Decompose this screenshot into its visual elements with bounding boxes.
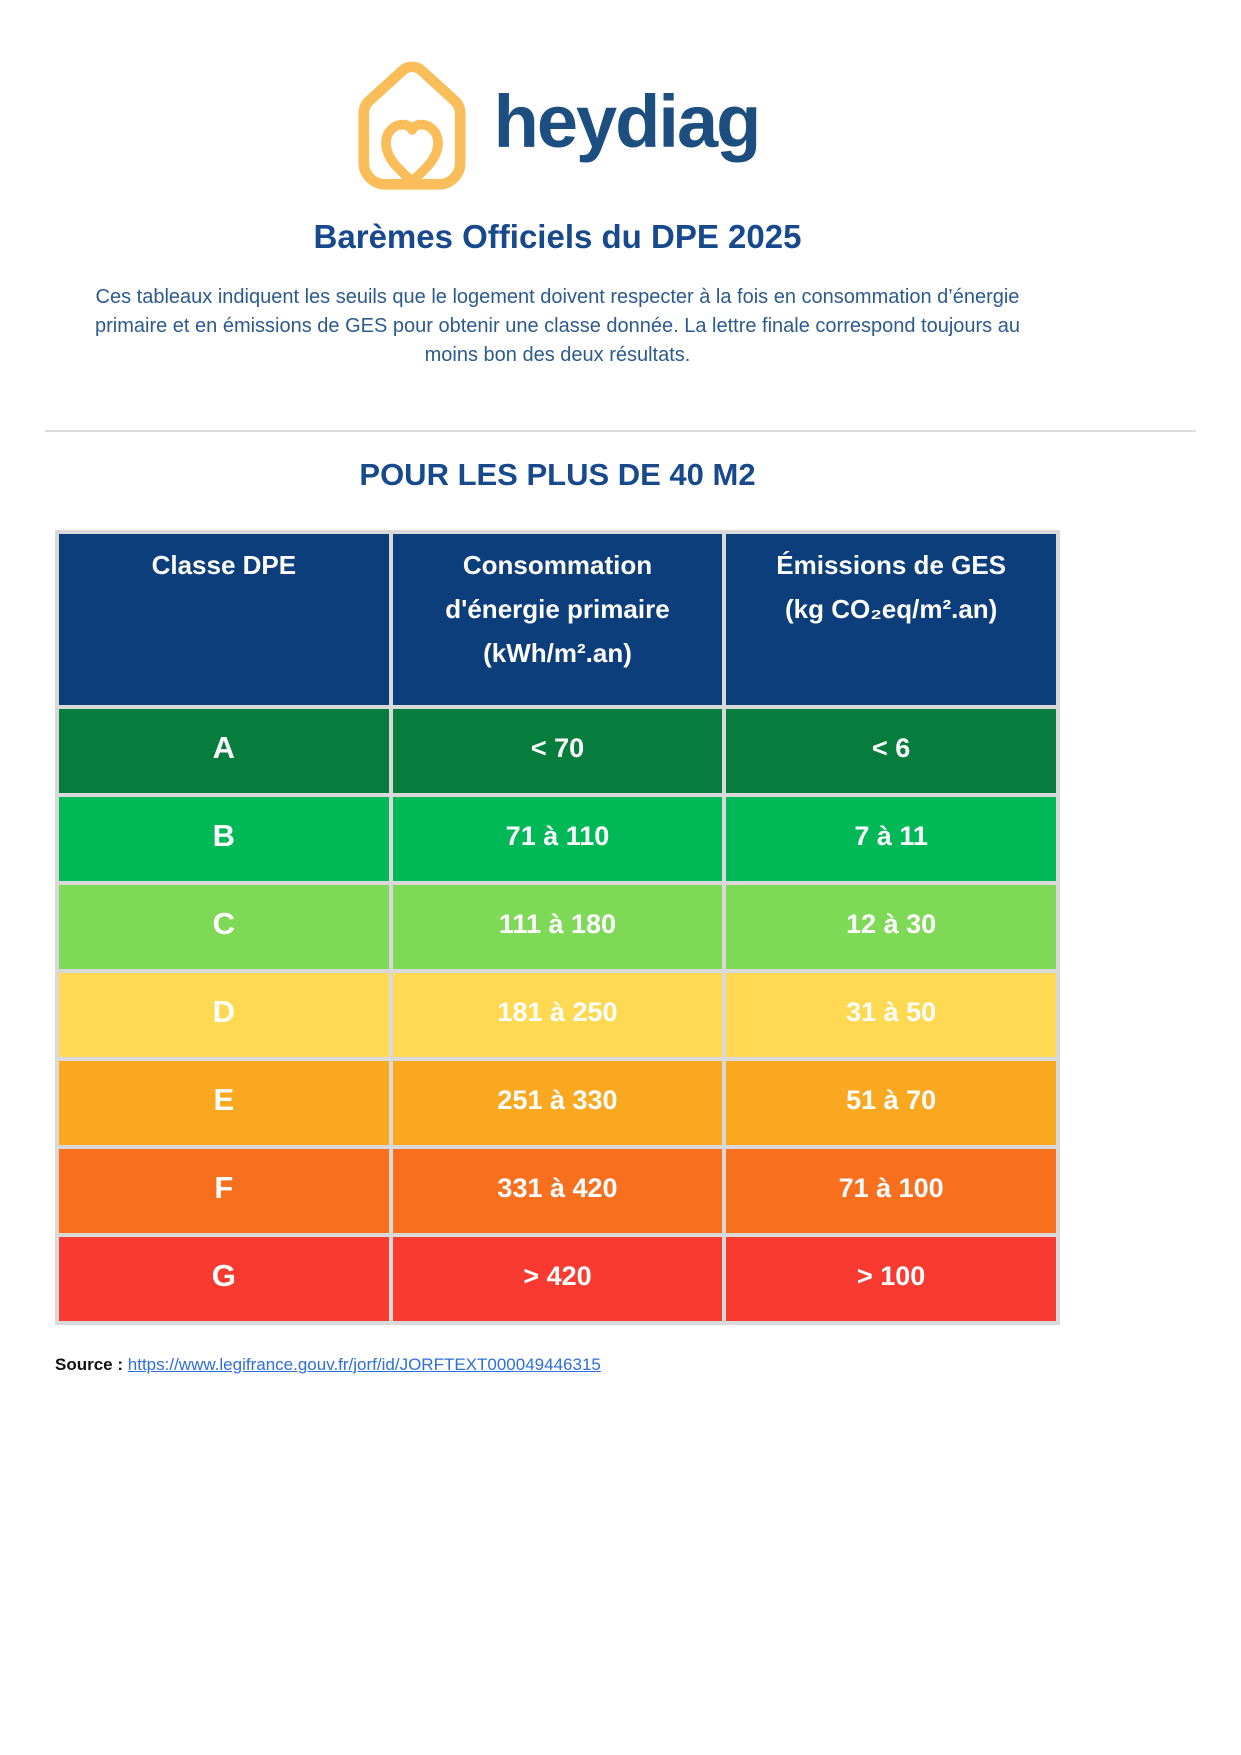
- ges-cell: 12 à 30: [726, 885, 1056, 969]
- classe-cell: B: [59, 797, 389, 881]
- source-line: [55, 1355, 1241, 1375]
- ges-cell: 31 à 50: [726, 973, 1056, 1057]
- classe-cell: C: [59, 885, 389, 969]
- dpe-row-g: [59, 1237, 1056, 1321]
- conso-cell: < 70: [393, 709, 723, 793]
- header-line: Consommation: [462, 550, 653, 580]
- source-label: Source :: [55, 1355, 124, 1374]
- table-header-row: [59, 534, 1056, 705]
- house-heart-icon: [356, 60, 468, 193]
- dpe-row-e: [59, 1061, 1056, 1145]
- ges-cell: 7 à 11: [726, 797, 1056, 881]
- classe-cell: D: [59, 973, 389, 1057]
- logo-wordmark: heydiag: [493, 79, 760, 163]
- header-line: (kg CO₂eq/m².an): [784, 594, 998, 624]
- ges-cell: > 100: [726, 1237, 1056, 1321]
- header-classe-dpe: [59, 534, 389, 705]
- page-title: Barèmes Officiels du DPE 2025: [313, 218, 802, 255]
- ges-cell: 51 à 70: [726, 1061, 1056, 1145]
- classe-cell: F: [59, 1149, 389, 1233]
- header-line: d'énergie primaire: [445, 594, 670, 624]
- page: [55, 0, 1060, 370]
- conso-cell: 331 à 420: [393, 1149, 723, 1233]
- header-line: Classe DPE: [151, 550, 297, 580]
- dpe-row-a: [59, 709, 1056, 793]
- dpe-row-b: [59, 797, 1056, 881]
- divider: [45, 430, 1196, 432]
- header-line: (kWh/m².an): [483, 638, 632, 668]
- conso-cell: 251 à 330: [393, 1061, 723, 1145]
- dpe-row-c: [59, 885, 1056, 969]
- header-consommation: [393, 534, 723, 705]
- dpe-row-d: [59, 973, 1056, 1057]
- ges-cell: 71 à 100: [726, 1149, 1056, 1233]
- header-emissions: [726, 534, 1056, 705]
- classe-cell: E: [59, 1061, 389, 1145]
- page-description: Ces tableaux indiquent les seuils que le logement doivent respecter à la fois en consommation d’énergie primaire et en émissions de GES pour obtenir une classe donnée. La lettre finale correspond toujours au moins bon des deux résultats.: [95, 286, 1020, 366]
- header-line: Émissions de GES: [776, 550, 1007, 580]
- conso-cell: 111 à 180: [393, 885, 723, 969]
- section-title: POUR LES PLUS DE 40 M2: [359, 457, 756, 492]
- conso-cell: 181 à 250: [393, 973, 723, 1057]
- dpe-table: [55, 530, 1060, 1325]
- conso-cell: 71 à 110: [393, 797, 723, 881]
- classe-cell: G: [59, 1237, 389, 1321]
- logo: [55, 0, 1060, 193]
- ges-cell: < 6: [726, 709, 1056, 793]
- conso-cell: > 420: [393, 1237, 723, 1321]
- source-link[interactable]: https://www.legifrance.gouv.fr/jorf/id/JORFTEXT000049446315: [127, 1355, 601, 1374]
- dpe-row-f: [59, 1149, 1056, 1233]
- classe-cell: A: [59, 709, 389, 793]
